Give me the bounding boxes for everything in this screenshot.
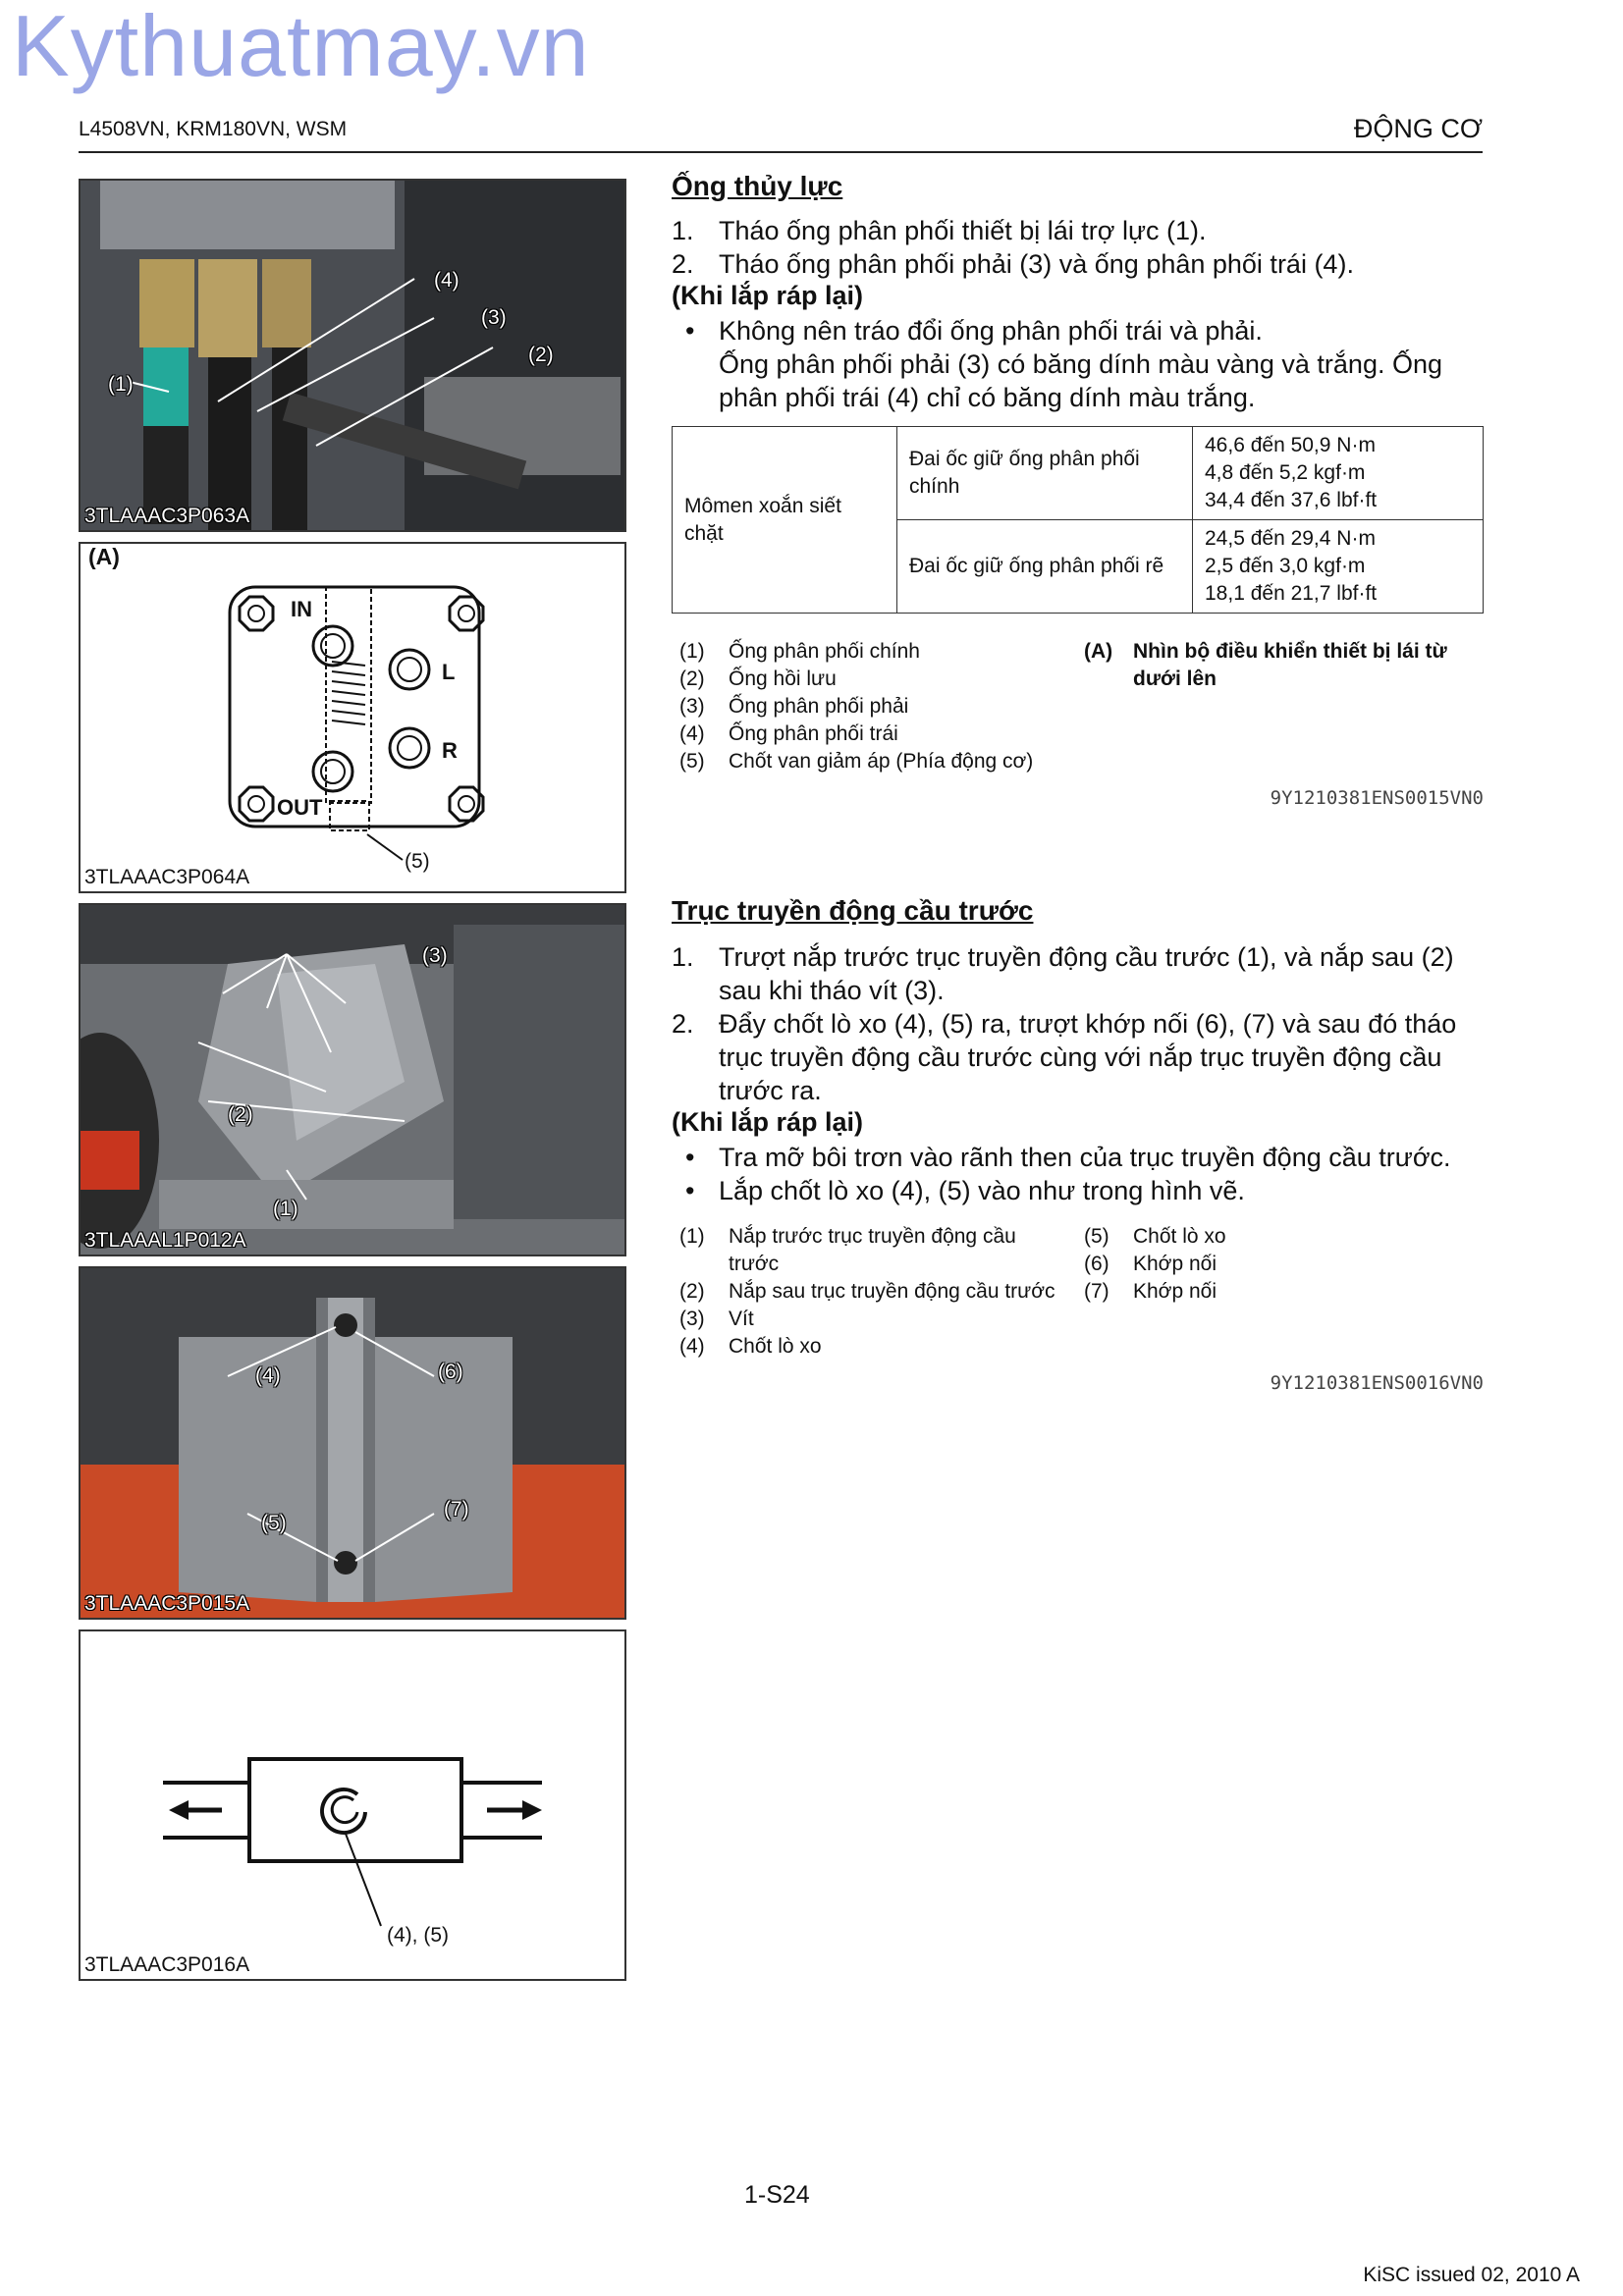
table-item: Đai ốc giữ ống phân phối chính bbox=[897, 427, 1193, 520]
legend-text: Chốt lò xo bbox=[729, 1335, 822, 1358]
reassembly-heading: (Khi lắp ráp lại) bbox=[672, 1107, 864, 1137]
callout-6: (6) bbox=[438, 1361, 463, 1383]
legend-text: Nắp sau trục truyền động cầu trước bbox=[729, 1280, 1055, 1303]
port-out-label: OUT bbox=[277, 795, 323, 820]
bullet-text: Lắp chốt lò xo (4), (5) vào như trong hình vẽ. bbox=[719, 1176, 1245, 1205]
figure-hydraulic-hoses-photo bbox=[79, 179, 626, 532]
legend-text: Ống phân phối trái bbox=[729, 722, 898, 745]
legend-number: (3) bbox=[679, 695, 705, 718]
step-number: 2. bbox=[672, 249, 694, 279]
callout-5: (5) bbox=[261, 1512, 287, 1534]
step-text: Trượt nắp trước trục truyền động cầu trước (1), và nắp sau (2) sau khi tháo vít (3). bbox=[719, 942, 1454, 1005]
callout-7: (7) bbox=[444, 1498, 469, 1521]
spring-pins-photo-illustration bbox=[81, 1268, 624, 1618]
value-line: 34,4 đến 37,6 lbf·ft bbox=[1205, 489, 1378, 511]
legend-text: Ống phân phối chính bbox=[729, 640, 920, 663]
callout-1: (1) bbox=[108, 373, 134, 396]
legend-number: (3) bbox=[679, 1308, 705, 1330]
issue-note: KiSC issued 02, 2010 A bbox=[1363, 2264, 1580, 2286]
legend-number: (1) bbox=[679, 1225, 705, 1248]
callout-3: (3) bbox=[481, 306, 507, 329]
step-number: 2. bbox=[672, 1009, 694, 1039]
legend-text: Ống phân phối phải bbox=[729, 695, 909, 718]
legend-text: Khớp nối bbox=[1133, 1280, 1217, 1303]
callout-3: (3) bbox=[422, 944, 448, 967]
view-label: (A) bbox=[88, 544, 120, 569]
header-model: L4508VN, KRM180VN, WSM bbox=[79, 118, 348, 140]
torque-table bbox=[672, 426, 1484, 614]
callout-5: (5) bbox=[405, 850, 430, 873]
legend-number: (2) bbox=[679, 667, 705, 690]
value-line: 24,5 đến 29,4 N·m bbox=[1205, 527, 1376, 550]
figure-steering-controller-diagram bbox=[79, 542, 626, 893]
figure-caption: 3TLAAAC3P064A bbox=[84, 866, 250, 888]
figure-spring-pins-photo bbox=[79, 1266, 626, 1620]
step-number: 1. bbox=[672, 942, 694, 972]
section-title-hydraulic-hoses: Ống thủy lực bbox=[672, 171, 843, 201]
bullet-dot: • bbox=[685, 1143, 695, 1172]
page-number: 1-S24 bbox=[744, 2181, 810, 2209]
figure-caption: 3TLAAAC3P015A bbox=[84, 1592, 250, 1615]
legend-text: Nắp trước trục truyền động cầu trước bbox=[729, 1225, 1016, 1275]
value-line: 46,6 đến 50,9 N·m bbox=[1205, 434, 1376, 456]
value-line: 18,1 đến 21,7 lbf·ft bbox=[1205, 582, 1378, 605]
value-line: 4,8 đến 5,2 kgf·m bbox=[1205, 461, 1366, 484]
step-number: 1. bbox=[672, 216, 694, 245]
bullet-text: Không nên tráo đổi ống phân phối trái và phải. bbox=[719, 316, 1263, 346]
pin-orientation-drawing bbox=[81, 1631, 624, 1979]
legend-number: (4) bbox=[679, 1335, 705, 1358]
legend-number: (6) bbox=[1084, 1253, 1109, 1275]
legend-number: (5) bbox=[679, 750, 705, 773]
table-values bbox=[1193, 520, 1484, 614]
legend-text: Nhìn bộ điều khiển thiết bị lái từ dưới lên bbox=[1133, 640, 1447, 690]
legend-number: (7) bbox=[1084, 1280, 1109, 1303]
controller-outline-drawing bbox=[81, 544, 624, 891]
callout-4-5: (4), (5) bbox=[387, 1924, 449, 1947]
legend-number: (A) bbox=[1084, 640, 1113, 663]
bullet-dot: • bbox=[685, 316, 695, 346]
legend-text: Vít bbox=[729, 1308, 754, 1330]
table-row bbox=[673, 427, 1484, 520]
legend-number: (5) bbox=[1084, 1225, 1109, 1248]
legend-text: Chốt lò xo bbox=[1133, 1225, 1226, 1248]
reassembly-heading: (Khi lắp ráp lại) bbox=[672, 281, 864, 310]
legend-number: (1) bbox=[679, 640, 705, 663]
step-text: Đẩy chốt lò xo (4), (5) ra, trượt khớp nối (6), (7) và sau đó tháo trục truyền động cầu trước cùng với nắp trục truyền động cầu trước ra. bbox=[719, 1009, 1457, 1105]
table-item: Đai ốc giữ ống phân phối rẽ bbox=[897, 520, 1193, 614]
figure-caption: 3TLAAAL1P012A bbox=[84, 1229, 246, 1252]
table-values bbox=[1193, 427, 1484, 520]
port-l-label: L bbox=[442, 660, 456, 684]
figure-spring-pin-orientation-diagram bbox=[79, 1629, 626, 1981]
document-code: 9Y1210381ENS0016VN0 bbox=[1270, 1372, 1484, 1394]
section-title-front-drive-shaft: Trục truyền động cầu trước bbox=[672, 895, 1034, 926]
header-divider bbox=[79, 151, 1483, 153]
bullet-text: Ống phân phối phải (3) có băng dính màu vàng và trắng. Ống phân phối trái (4) chỉ có băng dính màu trắng. bbox=[719, 349, 1443, 412]
legend-text: Khớp nối bbox=[1133, 1253, 1217, 1275]
watermark: Kythuatmay.vn bbox=[12, 0, 590, 94]
legend-number: (4) bbox=[679, 722, 705, 745]
figure-front-shaft-cover-photo bbox=[79, 903, 626, 1256]
header-section: ĐỘNG CƠ bbox=[1353, 114, 1483, 143]
legend-text: Ống hồi lưu bbox=[729, 667, 837, 690]
bullet-dot: • bbox=[685, 1176, 695, 1205]
figure-caption: 3TLAAAC3P063A bbox=[84, 505, 250, 527]
legend-number: (2) bbox=[679, 1280, 705, 1303]
step-text: Tháo ống phân phối phải (3) và ống phân phối trái (4). bbox=[719, 249, 1354, 279]
shaft-cover-photo-illustration bbox=[81, 905, 624, 1255]
bullet-text: Tra mỡ bôi trơn vào rãnh then của trục truyền động cầu trước. bbox=[719, 1143, 1451, 1172]
step-text: Tháo ống phân phối thiết bị lái trợ lực (1). bbox=[719, 216, 1207, 245]
torque-label: Mômen xoắn siết chặt bbox=[673, 427, 897, 614]
port-r-label: R bbox=[442, 738, 458, 763]
value-line: 2,5 đến 3,0 kgf·m bbox=[1205, 555, 1366, 577]
callout-2: (2) bbox=[228, 1103, 253, 1126]
callout-4: (4) bbox=[434, 269, 460, 292]
port-in-label: IN bbox=[291, 597, 312, 621]
figure-caption: 3TLAAAC3P016A bbox=[84, 1953, 250, 1976]
document-code: 9Y1210381ENS0015VN0 bbox=[1270, 787, 1484, 809]
callout-1: (1) bbox=[273, 1198, 298, 1220]
callout-2: (2) bbox=[528, 344, 554, 366]
legend-text: Chốt van giảm áp (Phía động cơ) bbox=[729, 750, 1034, 773]
callout-4: (4) bbox=[255, 1364, 281, 1387]
